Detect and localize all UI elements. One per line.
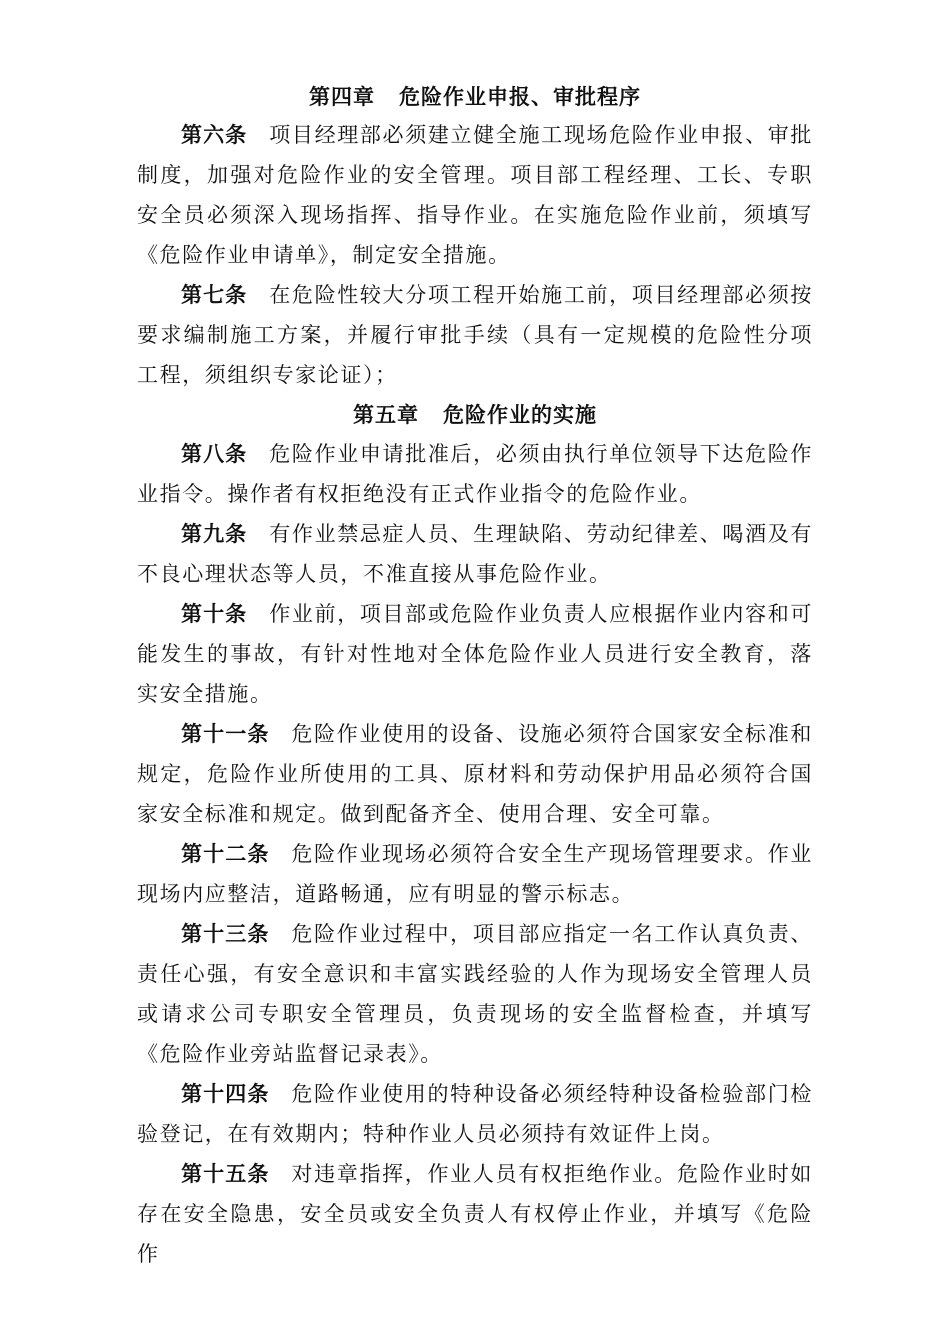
chapter-title: 危险作业申报、审批程序	[399, 85, 641, 109]
article-label: 第八条	[181, 442, 248, 466]
article-label: 第十条	[181, 602, 248, 626]
article-label: 第十一条	[181, 722, 270, 746]
article-label: 第十三条	[181, 922, 270, 946]
article-11	[137, 714, 813, 834]
article-text: 在危险性较大分项工程开始施工前，项目经理部必须按要求编制施工方案，并履行审批手续（具有一定规模的危险性分项工程，须组织专家论证）；	[137, 283, 814, 387]
article-label: 第七条	[181, 283, 248, 307]
article-label: 第六条	[181, 123, 248, 147]
article-text: 危险作业过程中，项目部应指定一名工作认真负责、责任心强，有安全意识和丰富实践经验的人作为现场安全管理人员或请求公司专职安全管理员，负责现场的安全监督检查，并填写《危险作业旁站监督记录表》。	[137, 922, 813, 1066]
chapter-number: 第五章	[353, 403, 419, 427]
article-label: 第十二条	[181, 842, 270, 866]
article-text: 作业前，项目部或危险作业负责人应根据作业内容和可能发生的事故，有针对性地对全体危险作业人员进行安全教育，落实安全措施。	[137, 602, 814, 706]
article-text: 危险作业申请批准后，必须由执行单位领导下达危险作业指令。操作者有权拒绝没有正式作业指令的危险作业。	[137, 442, 814, 506]
article-10	[137, 594, 813, 714]
article-text: 危险作业现场必须符合安全生产现场管理要求。作业现场内应整洁，道路畅通，应有明显的警示标志。	[137, 842, 813, 906]
article-text: 有作业禁忌症人员、生理缺陷、劳动纪律差、喝酒及有不良心理状态等人员，不准直接从事危险作业。	[137, 522, 814, 586]
article-label: 第十五条	[181, 1162, 270, 1186]
article-label: 第九条	[181, 522, 248, 546]
article-12	[137, 834, 813, 914]
article-text: 对违章指挥，作业人员有权拒绝作业。危险作业时如存在安全隐患，安全员或安全负责人有权停止作业，并填写《危险作	[137, 1162, 813, 1266]
article-14	[137, 1074, 813, 1154]
chapter-title: 危险作业的实施	[443, 403, 597, 427]
article-9	[137, 514, 813, 594]
chapter-heading-5	[0, 400, 950, 430]
article-text: 危险作业使用的特种设备必须经特种设备检验部门检验登记，在有效期内；特种作业人员必须持有效证件上岗。	[137, 1082, 813, 1146]
article-7	[137, 275, 813, 395]
article-13	[137, 914, 813, 1074]
chapter-heading-4	[0, 82, 950, 112]
article-text: 项目经理部必须建立健全施工现场危险作业申报、审批制度，加强对危险作业的安全管理。项目部工程经理、工长、专职安全员必须深入现场指挥、指导作业。在实施危险作业前，须填写《危险作业申请单》，制定安全措施。	[137, 123, 814, 267]
article-text: 危险作业使用的设备、设施必须符合国家安全标准和规定，危险作业所使用的工具、原材料和劳动保护用品必须符合国家安全标准和规定。做到配备齐全、使用合理、安全可靠。	[137, 722, 813, 826]
article-label: 第十四条	[181, 1082, 270, 1106]
article-8	[137, 434, 813, 514]
article-15	[137, 1154, 813, 1274]
chapter-number: 第四章	[309, 85, 375, 109]
article-6	[137, 115, 813, 275]
